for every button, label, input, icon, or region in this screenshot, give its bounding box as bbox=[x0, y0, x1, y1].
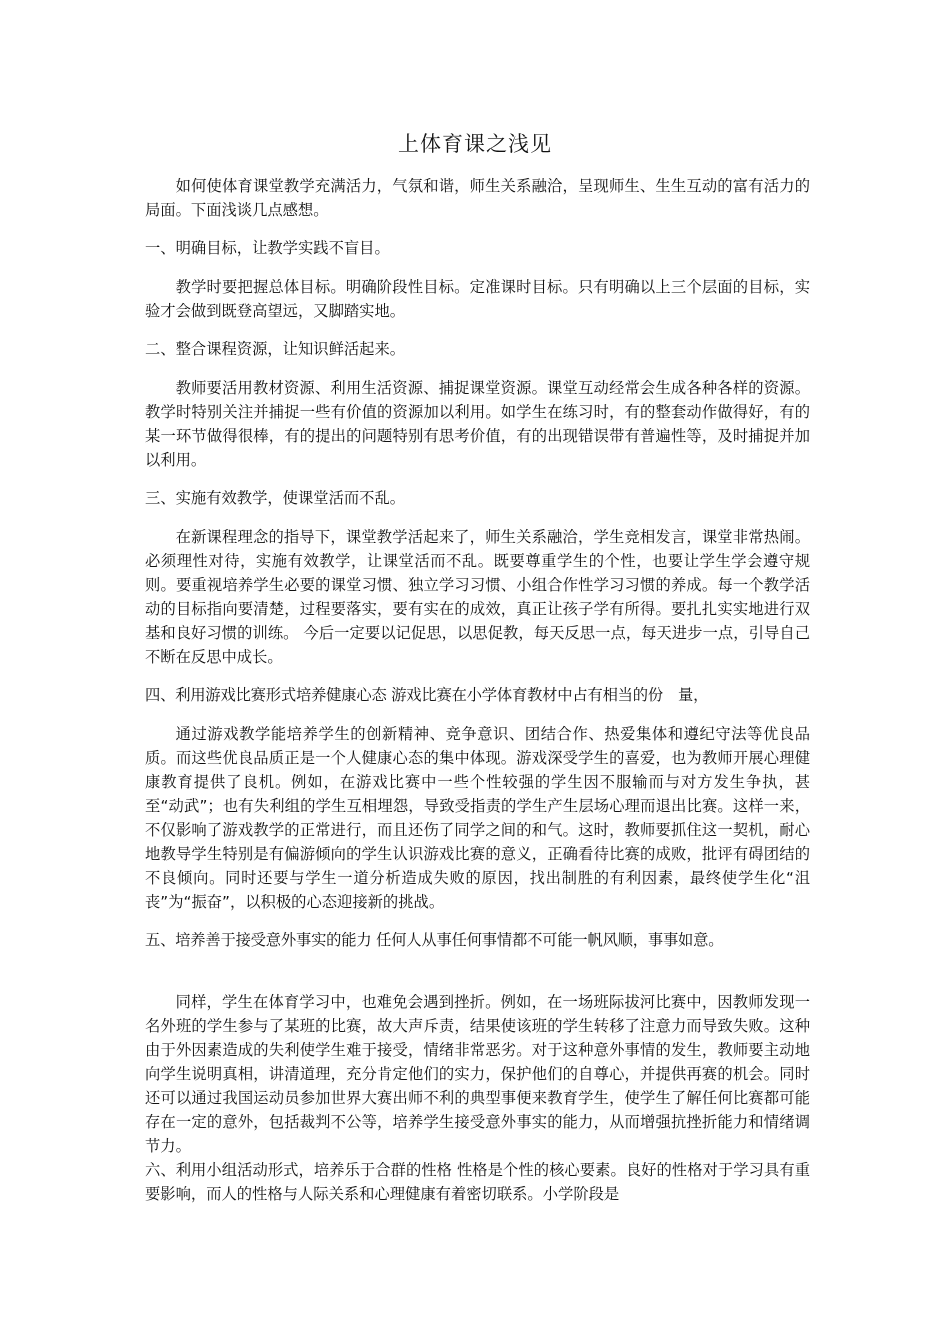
document-title: 上体育课之浅见 bbox=[398, 132, 552, 156]
section-heading-3: 三、实施有效教学，使课堂活而不乱。 bbox=[145, 489, 406, 507]
section-heading-2: 二、整合课程资源，让知识鲜活起来。 bbox=[145, 340, 406, 358]
section-paragraph-5: 同样，学生在体育学习中，也难免会遇到挫折。例如，在一场班际拔河比赛中，因教师发现一名外班的学生参与了某班的比赛，故大声斥责，结果使该班的学生转移了注意力而导致失败。这种由于外因素造成的失利使学生难于接受，情绪非常恶劣。对于这种意外事情的发生，教师要主动地向学生说明真相，讲清道理，充分肯定他们的实力，保护他们的自尊心，并提供再赛的机会。同时还可以通过我国运动员参加世界大赛出师不利的典型事便来教育学生，使学生了解任何比赛都可能存在一定的意外，包括裁判不公等，培养学生接受意外事实的能力，从而增强抗挫折能力和情绪调节力。 bbox=[145, 993, 810, 1155]
document-body bbox=[145, 174, 810, 1206]
section-heading-1: 一、明确目标，让教学实践不盲目。 bbox=[145, 239, 390, 257]
section-paragraph-1: 教学时要把握总体目标。明确阶段性目标。定准课时目标。只有明确以上三个层面的目标，实验才会做到既登高望远，又脚踏实地。 bbox=[145, 278, 810, 320]
section-paragraph-2: 教师要活用教材资源、利用生活资源、捕捉课堂资源。课堂互动经常会生成各种各样的资源。教学时特别关注并捕捉一些有价值的资源加以利用。如学生在练习时，有的整套动作做得好，有的某一环节做得很棒，有的提出的问题特别有思考价值，有的出现错误带有普遍性等，及时捕捉并加以利用。 bbox=[145, 379, 810, 469]
section-paragraph-6: 六、利用小组活动形式，培养乐于合群的性格 性格是个性的核心要素。良好的性格对于学习具有重要影响，而人的性格与人际关系和心理健康有着密切联系。小学阶段是 bbox=[145, 1161, 810, 1203]
intro-paragraph: 如何使体育课堂教学充满活力，气氛和谐，师生关系融洽，呈现师生、生生互动的富有活力的局面。下面浅谈几点感想。 bbox=[145, 177, 810, 219]
section-paragraph-4: 通过游戏教学能培养学生的创新精神、竞争意识、团结合作、热爱集体和遵纪守法等优良品质。而这些优良品质正是一个人健康心态的集中体现。游戏深受学生的喜爱，也为教师开展心理健康教育提供了良机。例如，在游戏比赛中一些个性较强的学生因不服输而与对方发生争执，甚至“动武”；也有失利组的学生互相埋怨，导致受指责的学生产生层场心理而退出比赛。这样一来，不仅影响了游戏教学的正常进行，而且还伤了同学之间的和气。这时，教师要抓住这一契机，耐心地教导学生特别是有偏游倾向的学生认识游戏比赛的意义，正确看待比赛的成败，批评有碍团结的不良倾向。同时还要与学生一道分析造成失败的原因，找出制胜的有利因素，最终使学生化“沮丧”为“振奋”，以积极的心态迎接新的挑战。 bbox=[145, 725, 810, 911]
section-paragraph-3: 在新课程理念的指导下，课堂教学活起来了，师生关系融洽，学生竞相发言，课堂非常热闹。必须理性对待，实施有效教学，让课堂活而不乱。既要尊重学生的个性，也要让学生学会遵守规则。要重视培养学生必要的课堂习惯、独立学习习惯、小组合作性学习习惯的养成。每一个教学活动的目标指向要清楚，过程要落实，要有实在的成效，真正让孩子学有所得。要扎扎实实地进行双基和良好习惯的训练。 今后一定要以记促思，以思促教，每天反思一点，每天进步一点，引导自己不断在反思中成长。 bbox=[145, 528, 810, 666]
section-heading-5: 五、培养善于接受意外事实的能力 任何人从事任何事情都不可能一帆风顺，事事如意。 bbox=[145, 931, 724, 949]
section-heading-4: 四、利用游戏比赛形式培养健康心态 游戏比赛在小学体育教材中占有相当的份 量， bbox=[145, 686, 709, 704]
